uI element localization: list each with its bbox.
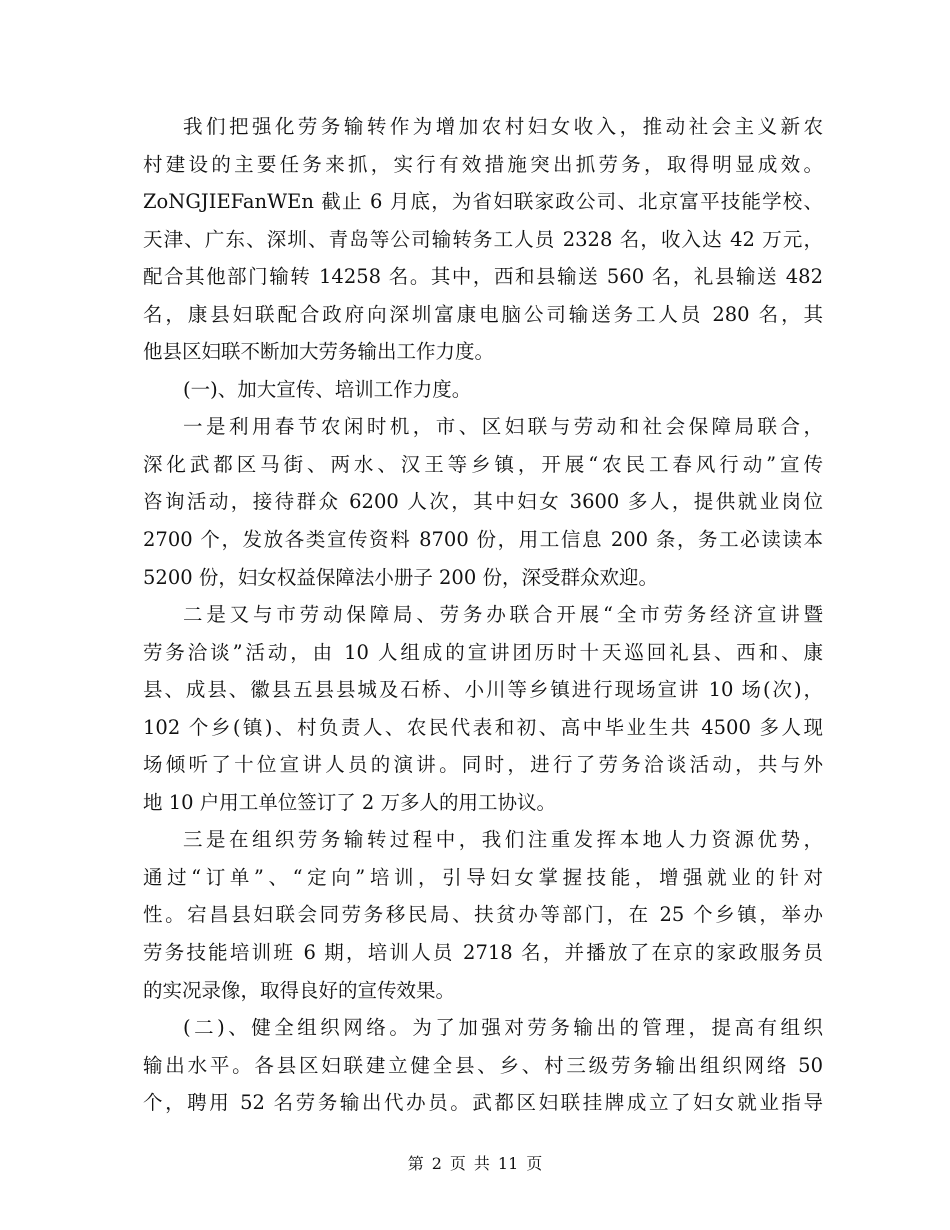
text-line: 天津、广东、深圳、青岛等公司输转务工人员 2328 名，收入达 42 万元， xyxy=(143,227,823,251)
text-line: 配合其他部门输转 14258 名。其中，西和县输送 560 名，礼县输送 482 xyxy=(143,265,823,289)
text-line: 5200 份，妇女权益保障法小册子 200 份，深受群众欢迎。 xyxy=(143,565,658,589)
text-line: 个，聘用 52 名劳务输出代办员。武都区妇联挂牌成立了妇女就业指导 xyxy=(143,1091,823,1115)
text-line: 他县区妇联不断加大劳务输出工作力度。 xyxy=(143,340,495,364)
text-line: 通过“订单”、“定向”培训，引导妇女掌握技能，增强就业的针对 xyxy=(143,865,823,889)
text-line: 名，康县妇联配合政府向深圳富康电脑公司输送务工人员 280 名，其 xyxy=(143,302,823,326)
text-line: 地 10 户用工单位签订了 2 万多人的用工协议。 xyxy=(143,790,557,814)
footer-page-word: 页 xyxy=(449,1154,466,1173)
text-line: 输出水平。各县区妇联建立健全县、乡、村三级劳务输出组织网络 50 xyxy=(143,1053,823,1077)
text-line: 劳务洽谈”活动，由 10 人组成的宣讲团历时十天巡回礼县、西和、康 xyxy=(143,640,823,664)
text-line: 村建设的主要任务来抓，实行有效措施突出抓劳务，取得明显成效。 xyxy=(143,152,823,176)
text-line: ZoNGJIEFanWEn 截止 6 月底，为省妇联家政公司、北京富平技能学校、 xyxy=(143,190,823,214)
section-heading: (一)、加大宣传、培训工作力度。 xyxy=(183,377,472,401)
footer-suffix: 页 xyxy=(526,1154,543,1173)
text-line: 我们把强化劳务输转作为增加农村妇女收入，推动社会主义新农 xyxy=(183,115,823,138)
document-body xyxy=(143,108,823,1122)
footer-current-page: 2 xyxy=(431,1154,442,1173)
footer-prefix: 第 xyxy=(407,1154,424,1173)
text-line: 一是利用春节农闲时机，市、区妇联与劳动和社会保障局联合， xyxy=(183,415,823,439)
text-line: 二是又与市劳动保障局、劳务办联合开展“全市劳务经济宣讲暨 xyxy=(183,603,823,627)
text-line: 102 个乡(镇)、村负责人、农民代表和初、高中毕业生共 4500 多人现 xyxy=(143,715,823,739)
text-line: (二)、健全组织网络。为了加强对劳务输出的管理，提高有组织 xyxy=(183,1016,823,1040)
text-line: 劳务技能培训班 6 期，培训人员 2718 名，并播放了在京的家政服务员 xyxy=(143,941,823,965)
text-line: 的实况录像，取得良好的宣传效果。 xyxy=(143,978,456,1002)
footer-total-prefix: 共 xyxy=(473,1154,490,1173)
text-line: 县、成县、徽县五县县城及石桥、小川等乡镇进行现场宣讲 10 场(次)， xyxy=(143,678,823,702)
text-line: 2700 个，发放各类宣传资料 8700 份，用工信息 200 条，务工必读读本 xyxy=(143,528,823,552)
text-line: 深化武都区马街、两水、汉王等乡镇，开展“农民工春风行动”宣传 xyxy=(143,452,823,476)
footer-total-pages: 11 xyxy=(497,1154,519,1173)
text-line: 场倾听了十位宣讲人员的演讲。同时，进行了劳务洽谈活动，共与外 xyxy=(143,753,823,777)
text-line: 三是在组织劳务输转过程中，我们注重发挥本地人力资源优势， xyxy=(183,828,823,852)
page-footer xyxy=(0,1154,950,1174)
text-line: 咨询活动，接待群众 6200 人次，其中妇女 3600 多人，提供就业岗位 xyxy=(143,490,823,514)
text-line: 性。宕昌县妇联会同劳务移民局、扶贫办等部门，在 25 个乡镇，举办 xyxy=(143,903,823,927)
